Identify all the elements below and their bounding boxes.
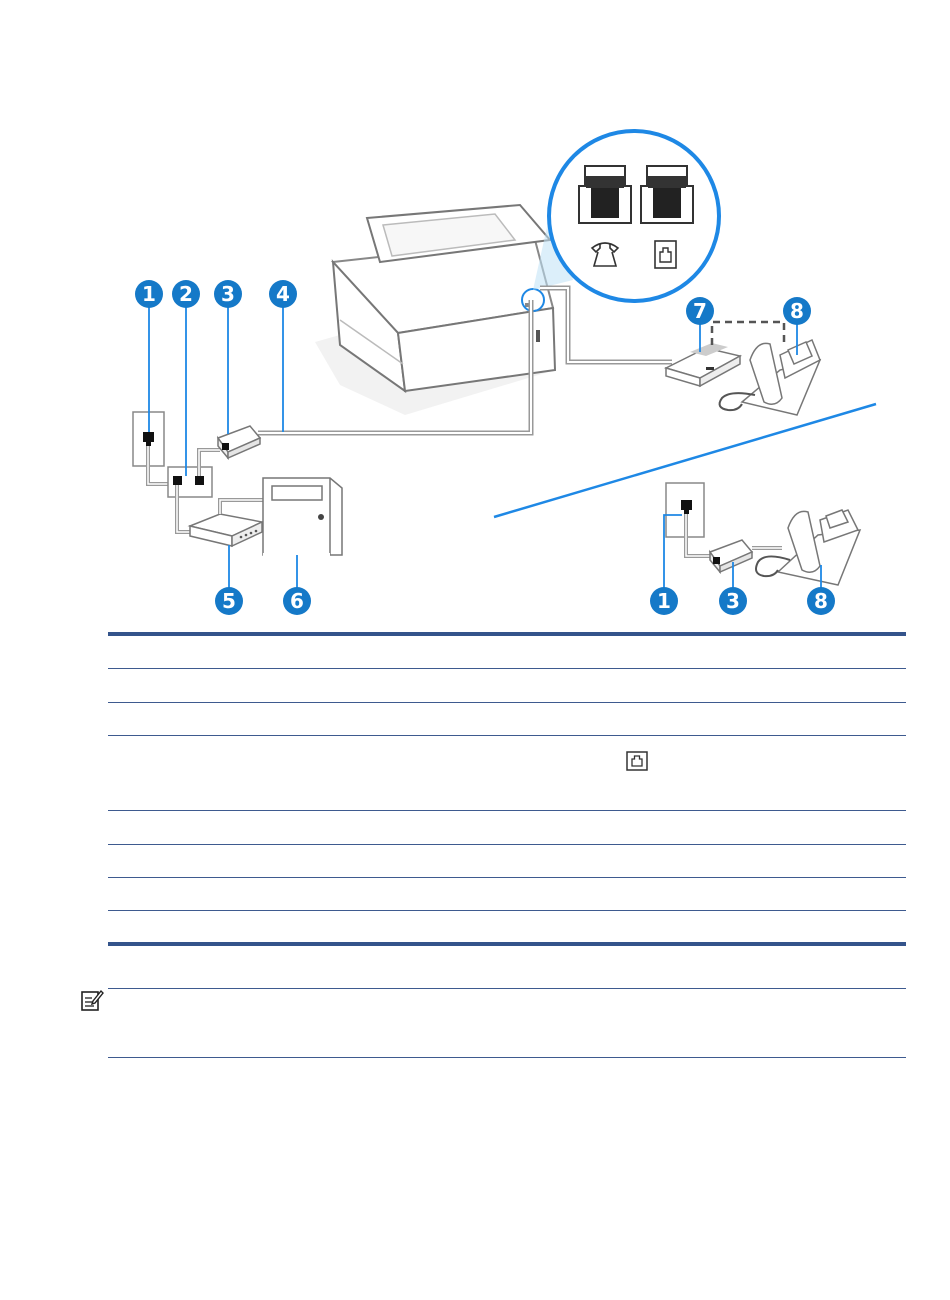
note-text-area [108,989,906,1057]
table-row [108,811,906,843]
telephone [720,340,820,415]
line-port-icon [626,751,648,771]
answering-machine [666,343,740,386]
svg-text:1: 1 [657,589,671,613]
table-divider [108,910,906,911]
callout-7 [686,297,714,325]
svg-text:8: 8 [814,589,828,613]
table-row [108,669,906,701]
table-row [108,845,906,877]
svg-text:6: 6 [290,589,304,613]
svg-text:3: 3 [726,589,740,613]
svg-text:2: 2 [179,282,193,306]
callout-3-second [719,587,747,615]
telephone-port-closeup [579,166,631,223]
svg-text:5: 5 [222,589,236,613]
dsl-filter [218,426,260,458]
printer [315,205,555,415]
parallel-splitter [168,467,212,497]
callout-6 [283,587,311,615]
callout-1-second [650,587,678,615]
callout-8 [783,297,811,325]
callout-5 [215,587,243,615]
svg-text:1: 1 [142,282,156,306]
svg-text:8: 8 [790,299,804,323]
note-bottom-rule [108,1057,906,1058]
computer [263,478,342,555]
note-icon [80,988,104,1012]
table-row [108,636,906,668]
svg-text:3: 3 [221,282,235,306]
svg-text:4: 4 [276,282,290,306]
fax-setup-diagram [0,0,950,620]
callout-2 [172,280,200,308]
table-row [108,736,906,810]
line-port-closeup [641,166,693,223]
dsl-modem [190,514,262,546]
table-bottom-rule [108,942,906,946]
callout-4 [269,280,297,308]
svg-text:7: 7 [693,299,707,323]
table-row [108,878,906,910]
connection-dashed [712,322,784,345]
callout-1 [135,280,163,308]
dsl-filter [710,540,752,572]
port-closeup [533,131,719,301]
callout-3 [214,280,242,308]
callout-8-second [807,587,835,615]
table-row [108,703,906,735]
